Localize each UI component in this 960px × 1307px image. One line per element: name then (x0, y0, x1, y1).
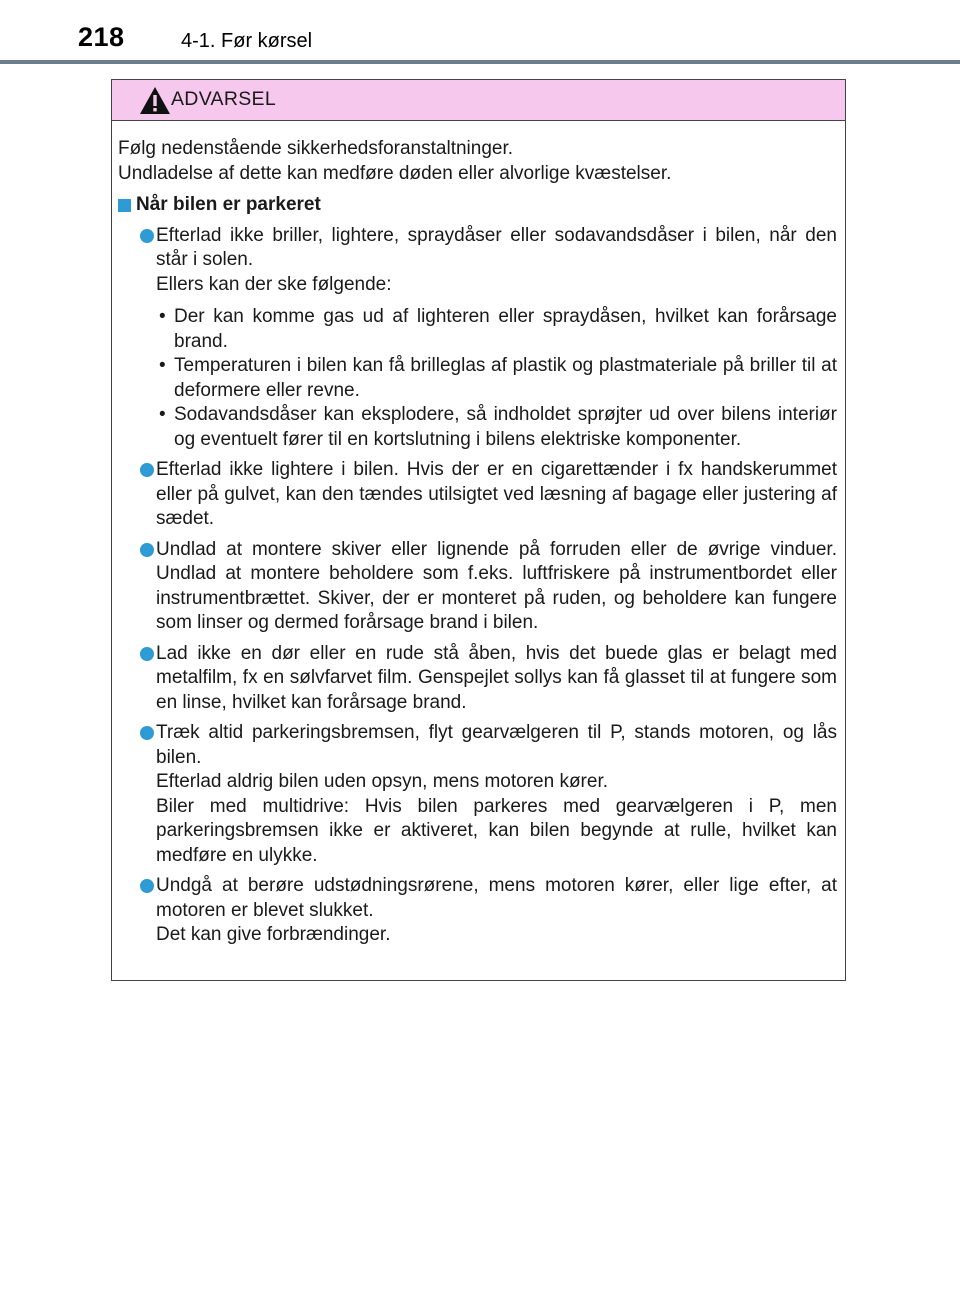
list-item (118, 642, 837, 716)
list-item (118, 721, 837, 868)
sub-list-item (156, 305, 837, 354)
sub-item-text: Temperaturen i bilen kan få brilleglas af plastik og plastmateriale på briller til at deformere eller revne. (174, 355, 837, 401)
dot-bullet-icon: • (159, 404, 166, 425)
item-text: Efterlad aldrig bilen uden opsyn, mens motoren kører. (156, 771, 609, 792)
circle-bullet-icon (140, 726, 154, 740)
sub-list-item (156, 403, 837, 452)
page-header (0, 0, 960, 66)
page-number: 218 (78, 22, 125, 52)
warning-triangle-icon (139, 86, 171, 115)
circle-bullet-icon (140, 463, 154, 477)
item-text: Træk altid parkeringsbremsen, flyt gearvælgeren til P, stands motoren, og lås bilen. (156, 722, 837, 768)
sub-item-text: Sodavandsdåser kan eksplodere, så indholdet sprøjter ud over bilens interiør og eventuelt fører til en kortslutning i bilens elektriske komponenter. (174, 404, 837, 450)
list-item (118, 538, 837, 636)
list-item (118, 224, 837, 453)
warning-box (111, 79, 846, 981)
sub-list-item (156, 354, 837, 403)
circle-bullet-icon (140, 229, 154, 243)
intro-line: Undladelse af dette kan medføre døden eller alvorlige kvæstelser. (118, 162, 672, 184)
item-text: Det kan give forbrændinger. (156, 924, 391, 945)
circle-bullet-icon (140, 543, 154, 557)
dot-bullet-icon: • (159, 355, 166, 376)
header-rule (0, 60, 960, 64)
item-text: Undlad at montere skiver eller lignende på forruden eller de øvrige vinduer. Undlad at montere beholdere som f.eks. luftfriskere på instrumentbordet eller instrumentbrættet. Skiver, der er monteret på ruden, og beholdere kan fungere som linser og dermed forårsage brand i bilen. (156, 538, 837, 633)
section-title: 4-1. Før kørsel (181, 30, 313, 52)
list-item (118, 874, 837, 948)
subheading-text: Når bilen er parkeret (136, 194, 321, 215)
sub-list (156, 305, 837, 452)
sub-item-text: Der kan komme gas ud af lighteren eller spraydåsen, hvilket kan forårsage brand. (174, 306, 837, 352)
item-text: Ellers kan der ske følgende: (156, 273, 392, 295)
dot-bullet-icon: • (159, 306, 166, 327)
item-text: Efterlad ikke briller, lightere, spraydåser eller sodavandsdåser i bilen, når den står i solen. (156, 224, 837, 270)
warning-header (112, 80, 845, 121)
subheading (118, 193, 837, 218)
list-item (118, 458, 837, 532)
item-text: Efterlad ikke lightere i bilen. Hvis der er en cigarettænder i fx handskerummet eller på gulvet, kan den tændes utilsigtet ved læsning af bagage eller justering af sædet. (156, 459, 837, 529)
warning-body (112, 121, 845, 948)
item-text: Biler med multidrive: Hvis bilen parkeres med gearvælgeren i P, men parkeringsbremsen ikke er aktiveret, kan bilen begynde at rulle, hvilket kan medføre en ulykke. (156, 795, 837, 866)
item-text: Lad ikke en dør eller en rude stå åben, hvis det buede glas er belagt med metalfilm, fx en sølvfarvet film. Genspejlet sollys kan få glasset til at fungere som en linse, hvilket kan forårsage brand. (156, 642, 837, 713)
warning-title: ADVARSEL (171, 88, 276, 110)
circle-bullet-icon (140, 647, 154, 661)
intro-line: Følg nedenstående sikkerhedsforanstaltninger. (118, 138, 514, 159)
item-text: Undgå at berøre udstødningsrørene, mens motoren kører, eller lige efter, at motoren er blevet slukket. (156, 875, 837, 921)
circle-bullet-icon (140, 879, 154, 893)
square-bullet-icon (118, 199, 131, 212)
